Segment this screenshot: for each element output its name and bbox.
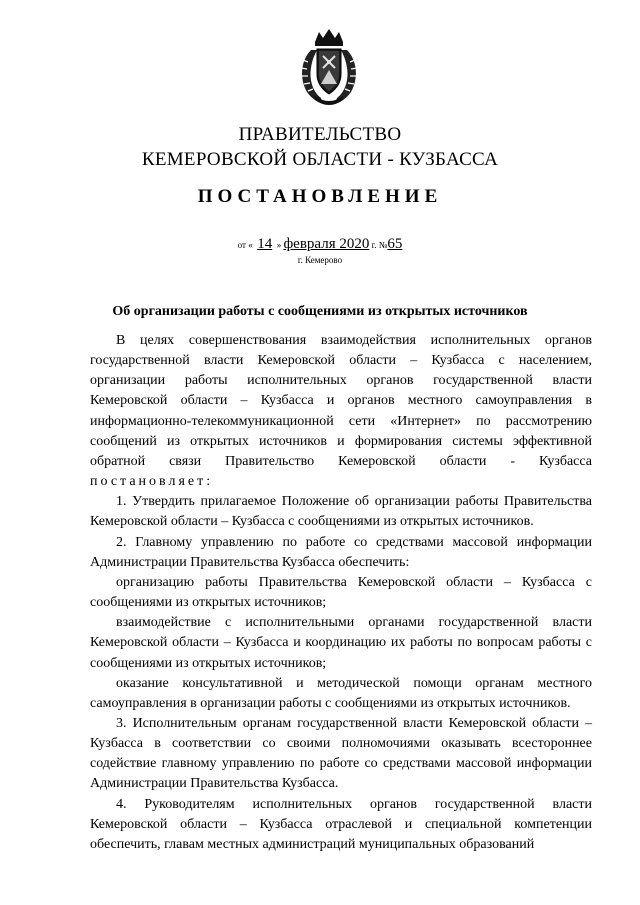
body-intro [90,331,592,492]
body-paragraph-2a: организацию работы Правительства Кемеровской области – Кузбасса с сообщениями из открытых источников; [90,574,592,611]
body-paragraph-2: 2. Главному управлению по работе со средствами массовой информации Администрации Правительства Кузбасса обеспечить: [90,534,592,570]
document-number: 65 [387,236,403,252]
number-sign: № [378,240,388,250]
government-name-line2: КЕМЕРОВСКОЙ ОБЛАСТИ - КУЗБАССА [141,149,499,170]
date-day-close: » [276,240,282,250]
date-day: 14 [257,236,273,252]
document-city: г. Кемерово [297,255,343,265]
date-prefix: от « [237,240,253,250]
body-paragraph-3: 3. Исполнительным органам государственной власти Кемеровской области – Кузбасса в соответствии со своими полномочиями оказывать всестороннее содействие главному управлению по работе со средствами массовой информации Администрации Правительства Кузбасса. [90,715,592,792]
body-intro-text: В целях совершенствования взаимодействия исполнительных органов государственной власти Кемеровской области – Кузбасса с населением, организации работы исполнительных органов государственной власти Кемеровской области – Кузбасса и органов местного самоуправления в информационно-телекоммуникационной сети «Интернет» по рассмотрению сообщений из открытых источников и формирования системы эффективной обратной связи Правительство Кемеровской области - Кузбасса [90,333,592,469]
decree-word: постановляет: [90,474,214,490]
document-title: Об организации работы с сообщениями из открытых источников [112,304,528,319]
document-type-heading: ПОСТАНОВЛЕНИЕ [197,186,443,207]
government-name-line1: ПРАВИТЕЛЬСТВО [238,124,402,145]
body-paragraph-2c: оказание консультативной и методической помощи органам местного самоуправления в организации работы с сообщениями из открытых источников. [90,675,592,711]
date-month-year: февраля 2020 [283,236,370,252]
document-dateline [0,236,640,253]
coat-of-arms-icon [297,26,361,108]
date-year-suffix: г. [371,240,377,250]
body-paragraph-4: 4. Руководителям исполнительных органов государственной власти Кемеровской области – Кузбасса отраслевой и специальной компетенции обеспечить, главам местных администраций муниципальных образований [90,796,592,852]
body-paragraph-1: 1. Утвердить прилагаемое Положение об организации работы Правительства Кемеровской области – Кузбасса с сообщениями из открытых источников. [90,494,592,530]
document-body [90,331,592,855]
body-paragraph-2b: взаимодействие с исполнительными органами государственной власти Кемеровской области – Кузбасса и координацию их работы по вопросам работы с сообщениями из открытых источников; [90,615,592,671]
